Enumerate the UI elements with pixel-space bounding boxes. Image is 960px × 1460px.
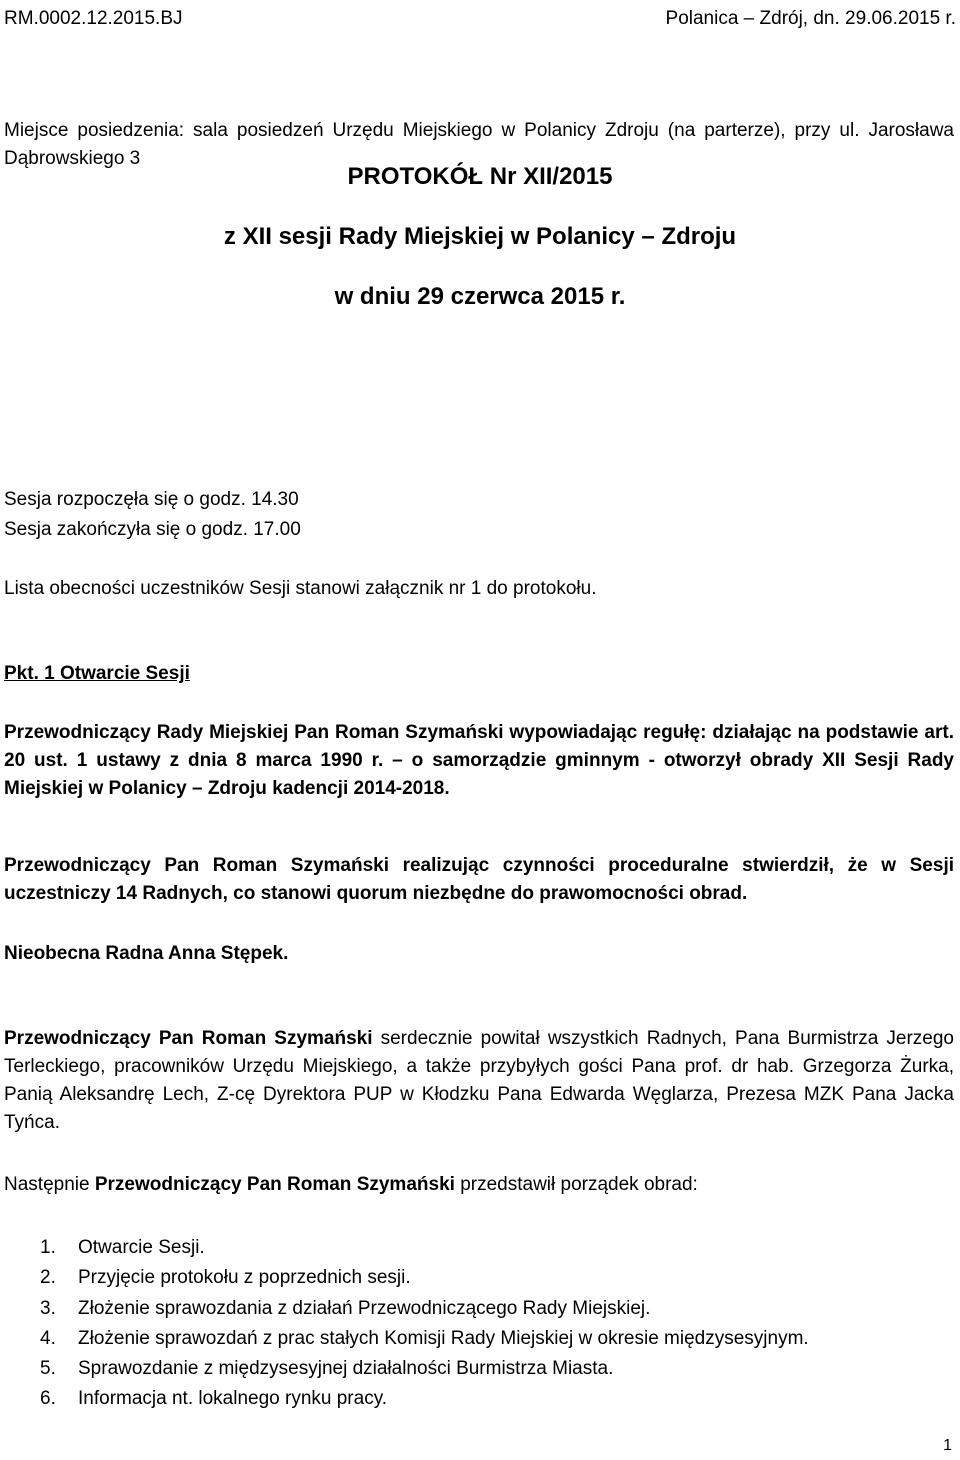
opening-paragraph: Przewodniczący Rady Miejskiej Pan Roman Szymański wypowiadając regułę: działając na podstawie art. 20 ust. 1 ustawy z dnia 8 marca 1990 r. – o samorządzie gminnym - otworzył obrady XII Sesji Rady Miejskiej w Polanicy – Zdroju kadencji 2014-2018. xyxy=(4,722,954,799)
chairman-name: Przewodniczący Pan Roman Szymański xyxy=(4,1028,373,1049)
agenda-item-number: 2. xyxy=(40,1267,56,1289)
list-item xyxy=(40,1354,940,1384)
agenda-intro-prefix: Następnie xyxy=(4,1174,95,1195)
absence-note: Nieobecna Radna Anna Stępek. xyxy=(4,943,289,964)
section-heading: Pkt. 1 Otwarcie Sesji xyxy=(4,663,190,684)
place-and-date: Polanica – Zdrój, dn. 29.06.2015 r. xyxy=(665,8,956,29)
protocol-date: w dniu 29 czerwca 2015 r. xyxy=(334,283,626,310)
agenda-item-text: Złożenie sprawozdania z działań Przewodniczącego Rady Miejskiej. xyxy=(78,1297,651,1319)
list-item xyxy=(40,1263,940,1293)
agenda-item-text: Przyjęcie protokołu z poprzednich sesji. xyxy=(78,1267,411,1289)
meeting-location: Miejsce posiedzenia: sala posiedzeń Urzędu Miejskiego w Polanicy Zdroju (na parterze), przy ul. Jarosława Dąbrowskiego 3 xyxy=(4,120,954,169)
attendance-note: Lista obecności uczestników Sesji stanowi załącznik nr 1 do protokołu. xyxy=(4,578,597,599)
welcome-text: serdecznie powitał wszystkich Radnych, Pana Burmistrza Jerzego Terleckiego, pracowników Urzędu Miejskiego, a także przybyłych gości Pana prof. dr hab. Grzegorza Żurka, Panią Aleksandrę Lech, Z-cę Dyrektora PUP w Kłodzku Pana Edwarda Węglarza, Prezesa MZK Pana Jacka Tyńca. xyxy=(4,1028,954,1133)
agenda-item-text: Złożenie sprawozdań z prac stałych Komisji Rady Miejskiej w okresie międzysesyjnym. xyxy=(78,1327,809,1349)
page-header xyxy=(4,6,956,32)
page-number: 1 xyxy=(943,1437,952,1454)
protocol-title: PROTOKÓŁ Nr XII/2015 xyxy=(347,163,613,190)
agenda-intro xyxy=(4,1171,954,1199)
list-item xyxy=(40,1324,940,1354)
list-item xyxy=(40,1233,940,1263)
welcome-paragraph xyxy=(4,1025,954,1137)
agenda-item-text: Sprawozdanie z międzysesyjnej działalności Burmistrza Miasta. xyxy=(78,1358,614,1380)
agenda-list xyxy=(40,1233,940,1415)
session-end: Sesja zakończyła się o godz. 17.00 xyxy=(4,519,301,540)
agenda-item-number: 3. xyxy=(40,1297,56,1319)
agenda-item-number: 5. xyxy=(40,1358,56,1380)
quorum-paragraph: Przewodniczący Pan Roman Szymański realizując czynności proceduralne stwierdził, że w Sesji uczestniczy 14 Radnych, co stanowi quorum niezbędne do prawomocności obrad. xyxy=(4,855,954,904)
list-item xyxy=(40,1294,940,1324)
agenda-item-number: 6. xyxy=(40,1388,56,1410)
agenda-item-text: Informacja nt. lokalnego rynku pracy. xyxy=(78,1388,388,1410)
session-start: Sesja rozpoczęła się o godz. 14.30 xyxy=(4,489,299,510)
list-item xyxy=(40,1384,940,1414)
reference-number: RM.0002.12.2015.BJ xyxy=(4,8,183,29)
protocol-subtitle: z XII sesji Rady Miejskiej w Polanicy – Zdroju xyxy=(223,223,737,250)
agenda-item-number: 4. xyxy=(40,1327,56,1349)
agenda-intro-suffix: przedstawił porządek obrad: xyxy=(454,1174,698,1195)
agenda-intro-chairman: Przewodniczący Pan Roman Szymański xyxy=(94,1174,455,1195)
agenda-item-number: 1. xyxy=(40,1237,56,1258)
agenda-item-text: Otwarcie Sesji. xyxy=(78,1237,205,1258)
